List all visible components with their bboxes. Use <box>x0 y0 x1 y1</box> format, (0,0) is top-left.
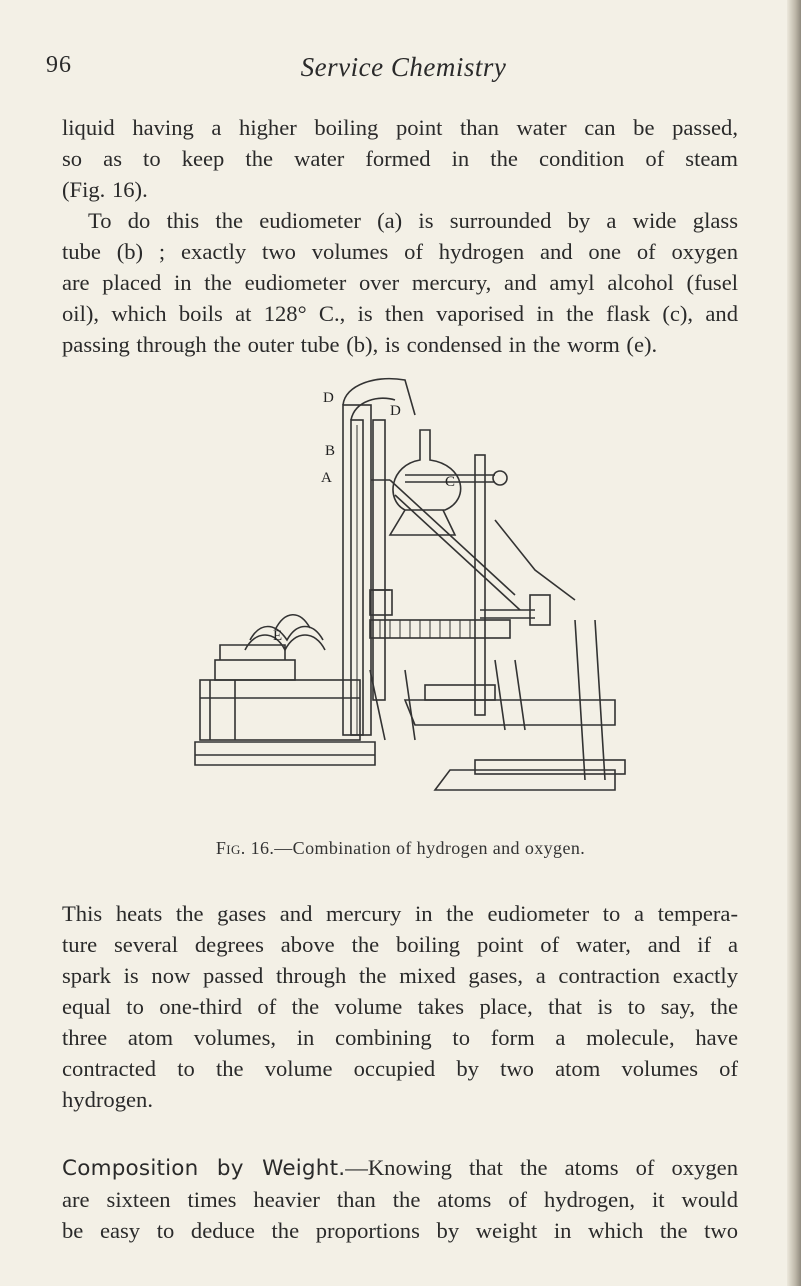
base-platform <box>195 742 375 765</box>
text-line: contracted to the volume occupied by two atom volumes of <box>62 1056 738 1081</box>
text-line: This heats the gases and mercury in the eudiometer to a tempera- <box>62 901 738 926</box>
text-line: spark is now passed through the mixed gases, a contraction exactly <box>62 963 738 988</box>
eudiometer-assembly <box>343 379 415 735</box>
section-heading: Composition by Weight. <box>62 1156 346 1181</box>
retort-stand <box>405 455 550 715</box>
figure-label-b: B <box>325 443 336 459</box>
text-run: —Knowing that the atoms of oxygen <box>345 1155 739 1180</box>
figure-number: Fig. 16. <box>215 838 275 858</box>
apparatus-illustration <box>175 360 645 820</box>
text-line: oil), which boils at 128° C., is then vaporised in the flask (c), and <box>62 301 738 326</box>
paragraph-3 <box>62 898 738 1115</box>
figure-caption <box>0 838 801 859</box>
text-line: hydrogen. <box>62 1087 153 1112</box>
page-header <box>36 52 771 92</box>
text-line: liquid having a higher boiling point than water can be passed, <box>62 115 738 140</box>
text-line: are placed in the eudiometer over mercury, and amyl alcohol (fusel <box>62 270 738 295</box>
text-line: so as to keep the water formed in the condition of steam <box>62 146 738 171</box>
text-line: ture several degrees above the boiling point of water, and if a <box>62 932 738 957</box>
paragraph-1 <box>62 112 738 205</box>
text-line <box>62 1152 738 1184</box>
lower-right-base <box>435 770 615 790</box>
paragraph-2 <box>62 205 738 360</box>
figure-label-e: E <box>273 628 283 644</box>
paragraph-4 <box>62 1152 738 1246</box>
figure-label-c: C <box>445 474 456 490</box>
page-edge-shadow <box>787 0 801 1286</box>
text-line: passing through the outer tube (b), is condensed in the worm (e). <box>62 332 658 357</box>
text-line: tube (b) ; exactly two volumes of hydrogen and one of oxygen <box>62 239 738 264</box>
running-title: Service Chemistry <box>300 52 507 82</box>
stand-pillar <box>373 420 385 700</box>
figure-label-a: A <box>321 470 332 486</box>
page-number: 96 <box>46 52 72 78</box>
figure-label-d-right: D <box>390 403 401 419</box>
text-line: (Fig. 16). <box>62 177 148 202</box>
text-line: are sixteen times heavier than the atoms of hydrogen, it would <box>62 1187 738 1212</box>
text-line: three atom volumes, in combining to form a molecule, have <box>62 1025 738 1050</box>
text-line: be easy to deduce the proportions by weight in which the two <box>62 1218 738 1243</box>
figure-caption-text: —Combination of hydrogen and oxygen. <box>274 838 586 858</box>
text-line: To do this the eudiometer (a) is surrounded by a wide glass <box>88 208 738 233</box>
right-base <box>405 700 615 725</box>
figure-label-d-left: D <box>323 390 334 406</box>
text-line: equal to one-third of the volume takes place, that is to say, the <box>62 994 738 1019</box>
mercury-trough <box>200 680 360 740</box>
